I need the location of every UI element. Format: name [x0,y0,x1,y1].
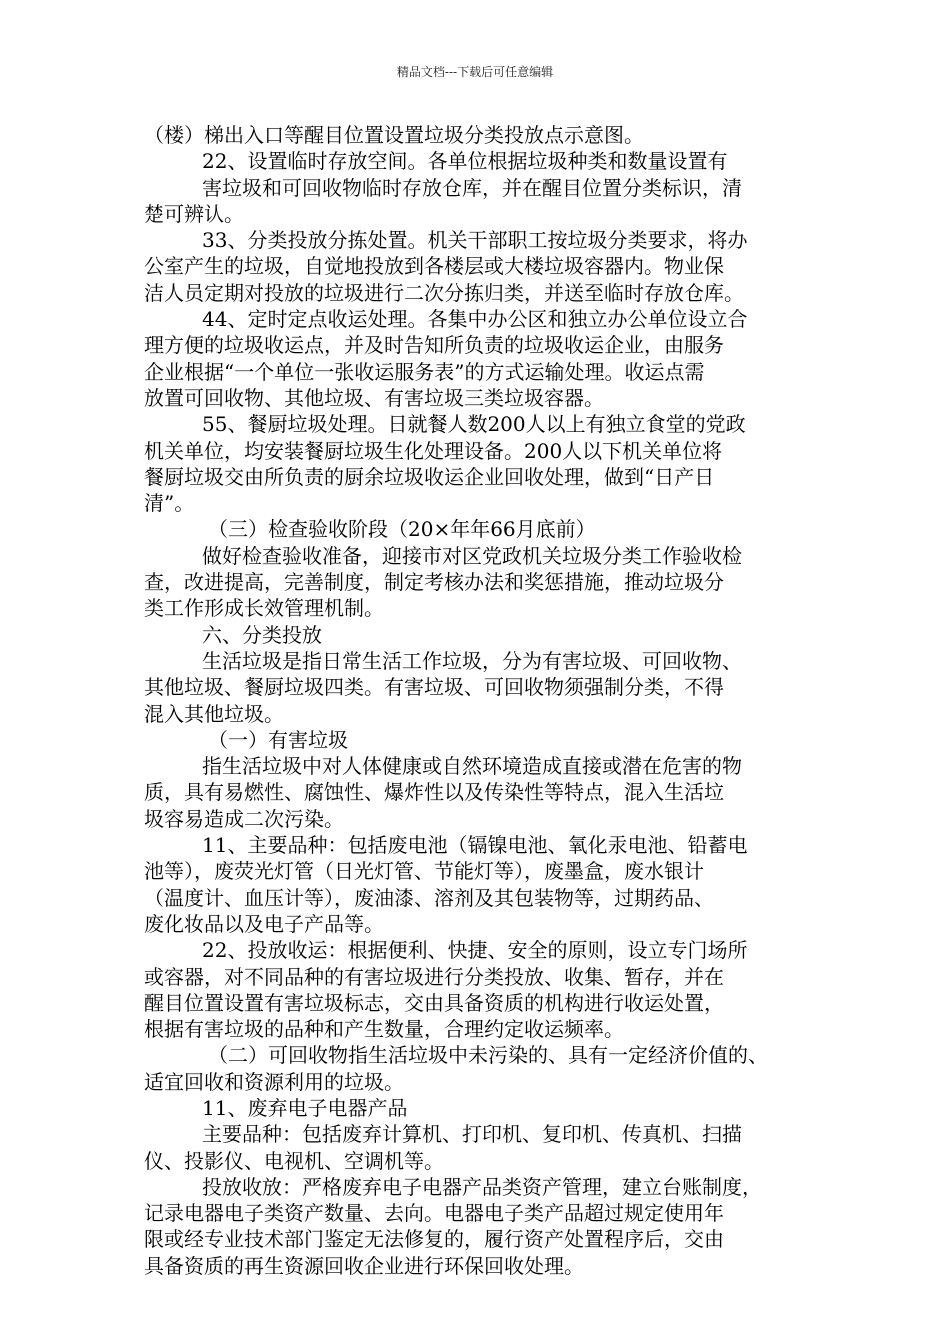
text-line: （一）有害垃圾 [208,727,348,752]
text-line: 或容器，对不同品种的有害垃圾进行分类投放、收集、暂存，并在 [144,964,724,989]
text-line: 类工作形成长效管理机制。 [144,596,384,621]
text-line: 指生活垃圾中对人体健康或自然环境造成直接或潜在危害的物 [202,754,742,779]
text-line: （温度计、血压计等），废油漆、溶剂及其包装物等，过期药品、 [144,885,714,910]
text-line: 仪、投影仪、电视机、空调机等。 [144,1148,444,1173]
text-line: 22、设置临时存放空间。各单位根据垃圾种类和数量设置有 [202,149,728,174]
text-line: 55、餐厨垃圾处理。日就餐人数200人以上有独立食堂的党政 [202,412,746,437]
text-line: 具备资质的再生资源回收企业进行环保回收处理。 [144,1253,584,1278]
text-line: 11、主要品种：包括废电池（镉镍电池、氧化汞电池、铅蓄电 [202,833,748,858]
text-line: 适宜回收和资源利用的垃圾。 [144,1069,404,1094]
text-line: 机关单位，均安装餐厨垃圾生化处理设备。200人以下机关单位将 [144,438,723,463]
text-line: 醒目位置设置有害垃圾标志，交由具备资质的机构进行收运处置， [144,990,724,1015]
document-body [144,122,824,1279]
text-line: 池等），废荧光灯管（日光灯管、节能灯等），废墨盒，废水银计 [144,859,704,884]
text-line: 33、分类投放分拣处置。机关干部职工按垃圾分类要求，将办 [202,228,748,253]
text-line: 根据有害垃圾的品种和产生数量，合理约定收运频率。 [144,1017,624,1042]
text-line: 圾容易造成二次污染。 [144,806,344,831]
text-line: 公室产生的垃圾，自觉地投放到各楼层或大楼垃圾容器内。物业保 [144,254,724,279]
text-line: 六、分类投放 [202,622,322,647]
text-line: 做好检查验收准备，迎接市对区党政机关垃圾分类工作验收检 [202,543,742,568]
text-line: 清”。 [144,491,195,516]
text-line: 投放收放：严格废弃电子电器产品类资产管理，建立台账制度， [202,1174,762,1199]
text-line: 22、投放收运：根据便利、快捷、安全的原则，设立专门场所 [202,938,748,963]
text-line: 企业根据“一个单位一张收运服务表”的方式运输处理。收运点需 [144,359,705,384]
text-line: 理方便的垃圾收运点，并及时告知所负责的垃圾收运企业，由服务 [144,333,724,358]
text-line: 44、定时定点收运处理。各集中办公区和独立办公单位设立合 [202,307,748,332]
text-line: 餐厨垃圾交由所负责的厨余垃圾收运企业回收处理，做到“日产日 [144,464,715,489]
text-line: 质，具有易燃性、腐蚀性、爆炸性以及传染性等特点，混入生活垃 [144,780,724,805]
text-line: 其他垃圾、餐厨垃圾四类。有害垃圾、可回收物须强制分类，不得 [144,675,724,700]
text-line: 害垃圾和可回收物临时存放仓库，并在醒目位置分类标识，清 [202,175,742,200]
text-line: 查，改进提高，完善制度，制定考核办法和奖惩措施，推动垃圾分 [144,570,724,595]
text-line: 主要品种：包括废弃计算机、打印机、复印机、传真机、扫描 [202,1122,742,1147]
text-line: 混入其他垃圾。 [144,701,284,726]
text-line: （三）检查验收阶段（20×年年66月底前） [208,517,596,542]
text-line: 洁人员定期对投放的垃圾进行二次分拣归类，并送至临时存放仓库。 [144,280,744,305]
text-line: 废化妆品以及电子产品等。 [144,911,384,936]
text-line: （楼）梯出入口等醒目位置设置垃圾分类投放点示意图。 [144,123,644,147]
text-line: 楚可辨认。 [144,201,244,226]
text-line: 生活垃圾是指日常生活工作垃圾，分为有害垃圾、可回收物、 [202,648,742,673]
text-line: 记录电器电子类资产数量、去向。电器电子类产品超过规定使用年 [144,1201,724,1226]
text-line: 11、废弃电子电器产品 [202,1095,408,1120]
text-line: （二）可回收物指生活垃圾中未污染的、具有一定经济价值的、 [208,1043,768,1068]
text-line: 限或经专业技术部门鉴定无法修复的，履行资产处置程序后，交由 [144,1227,724,1252]
text-line: 放置可回收物、其他垃圾、有害垃圾三类垃圾容器。 [144,385,604,410]
page-header: 精品文档---下载后可任意编辑 [396,65,554,79]
